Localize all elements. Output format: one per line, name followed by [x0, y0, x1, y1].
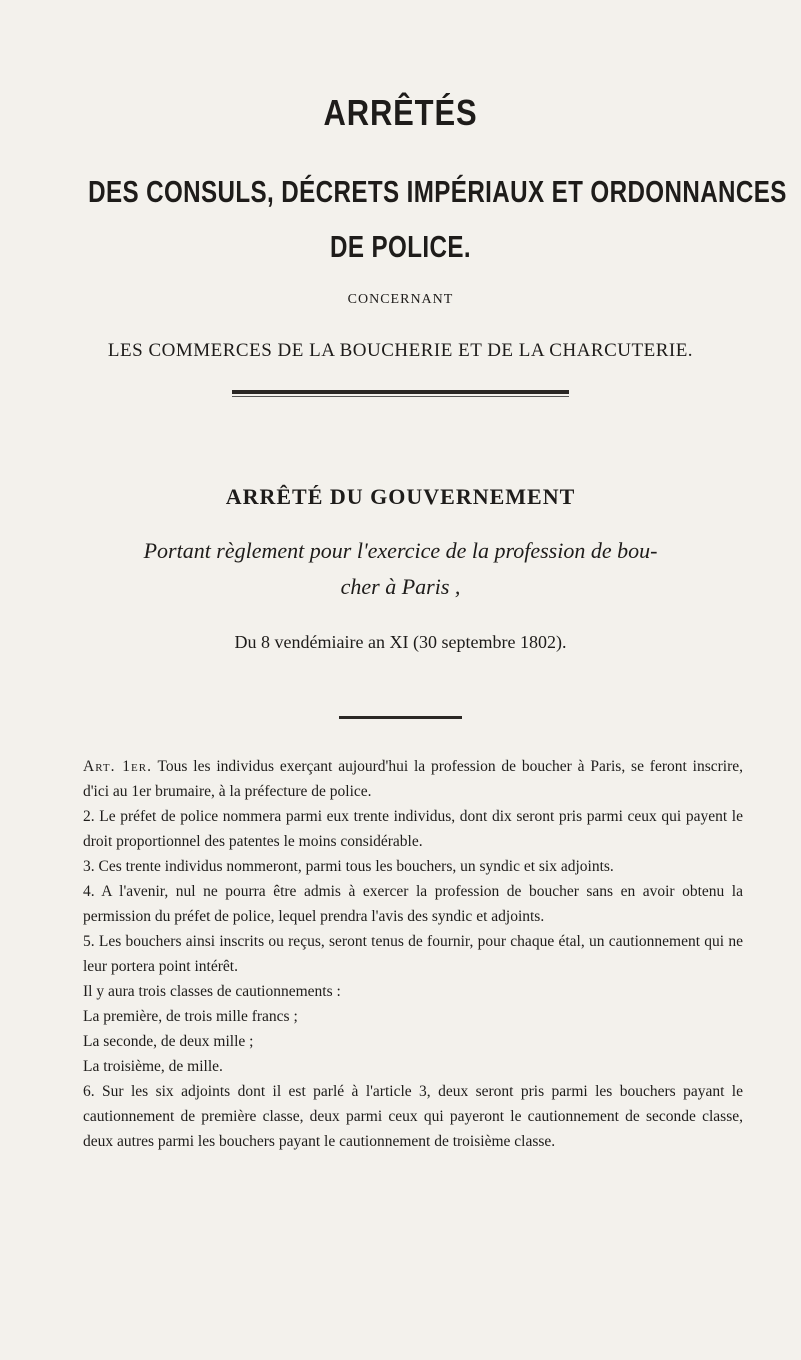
article-3	[83, 854, 743, 879]
articles-body	[83, 754, 743, 1154]
article-label: 5.	[83, 933, 95, 950]
article-label: 6.	[83, 1083, 95, 1100]
article-text: Ces trente individus nommeront, parmi tous les bouchers, un syndic et six adjoints.	[94, 858, 614, 875]
section-heading: ARRÊTÉ DU GOUVERNEMENT	[225, 484, 576, 509]
concernant-label: CONCERNANT	[347, 292, 454, 307]
paragraph-classes	[83, 979, 743, 1004]
article-label: 3.	[83, 858, 95, 875]
main-title: ARRÊTÉS	[323, 92, 478, 133]
divider-thin	[232, 396, 569, 397]
article-label: 4.	[83, 883, 95, 900]
subtitle-line-2: DE POLICE.	[330, 229, 471, 264]
section-date: Du 8 vendémiaire an XI (30 septembre 1802).	[234, 632, 567, 652]
paragraph-seconde	[83, 1029, 743, 1054]
article-4	[83, 879, 743, 929]
article-label: 2.	[83, 808, 95, 825]
article-text: Sur les six adjoints dont il est parlé à l'article 3, deux seront pris parmi les bouchers payant le cautionnement de première classe, deux parmi ceux qui payeront le cautionnement de seconde classe, deux autres parmi les bouchers payant le cautionnement de troisième classe.	[83, 1083, 743, 1150]
paragraph-text: La troisième, de mille.	[83, 1058, 223, 1075]
section-subtitle-line-1: Portant règlement pour l'exercice de la profession de bou-	[143, 538, 658, 563]
article-text: Les bouchers ainsi inscrits ou reçus, seront tenus de fournir, pour chaque étal, un cautionnement qui ne leur portera point intérêt.	[83, 933, 743, 975]
paragraph-text: La seconde, de deux mille ;	[83, 1033, 254, 1050]
divider-short	[339, 716, 462, 719]
section-subtitle-line-2: cher à Paris ,	[340, 574, 461, 599]
article-5	[83, 929, 743, 979]
article-text: Tous les individus exerçant aujourd'hui la profession de boucher à Paris, se feront inscrire, d'ici au 1er brumaire, à la préfecture de police.	[83, 758, 743, 800]
commerces-heading: LES COMMERCES DE LA BOUCHERIE ET DE LA CHARCUTERIE.	[107, 340, 694, 361]
paragraph-troisieme	[83, 1054, 743, 1079]
article-label: Art. 1er.	[83, 758, 152, 775]
article-2	[83, 804, 743, 854]
article-text: Le préfet de police nommera parmi eux trente individus, dont dix seront pris parmi ceux qui payent le droit proportionnel des patentes le moins considérable.	[83, 808, 743, 850]
paragraph-text: Il y aura trois classes de cautionnements :	[83, 983, 341, 1000]
paragraph-text: La première, de trois mille francs ;	[83, 1008, 298, 1025]
divider-thick	[232, 390, 569, 394]
subtitle-line-1: DES CONSULS, DÉCRETS IMPÉRIAUX ET ORDONNANCES	[88, 174, 787, 209]
article-1	[83, 754, 743, 804]
article-6	[83, 1079, 743, 1154]
article-text: A l'avenir, nul ne pourra être admis à exercer la profession de boucher sans en avoir obtenu la permission du préfet de police, lequel prendra l'avis des syndic et adjoints.	[83, 883, 743, 925]
paragraph-premiere	[83, 1004, 743, 1029]
